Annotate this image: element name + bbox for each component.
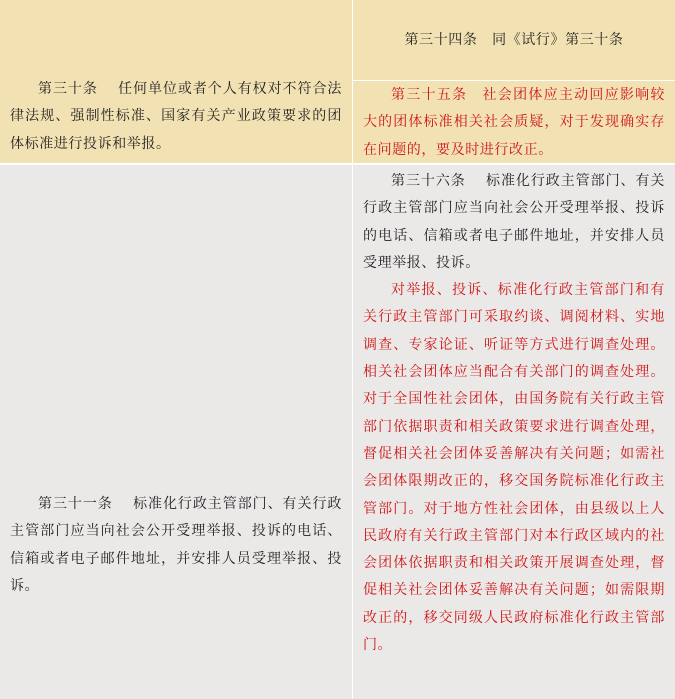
article-34-text: 第三十四条 同《试行》第三十条 [404,32,624,48]
article-36-paragraph-2: 对举报、投诉、标准化行政主管部门和有关行政主管部门可采取约谈、调阅材料、实地调查、专家论证、听证等方式进行调查处理。相关社会团体应当配合有关部门的调查处理。对于全国性社会团体，由国务院有关行政主管部门依据职责和相关政策要求进行调查处理，督促相关社会团体妥善解决有关问题；如需社会团体限期改正的，移交国务院标准化行政主管部门。对于地方性社会团体，由县级以上人民政府有关行政主管部门对本行政区域内的社会团体依据职责和相关政策开展调查处理，督促相关社会团体妥善解决有关问题；如需限期改正的，移交同级人民政府标准化行政主管部门。 [363,282,665,654]
row-divider-right [353,80,675,81]
cell-article-30-trial [0,0,352,163]
article-30-text: 第三十条 任何单位或者个人有权对不符合法律法规、强制性标准、国家有关产业政策要求的团体标准进行投诉和举报。 [10,81,342,152]
row-divider [0,163,675,165]
cell-article-34-header [353,0,675,80]
article-36-paragraph-1: 第三十六条 标准化行政主管部门、有关行政主管部门应当向社会公开受理举报、投诉的电话、信箱或者电子邮件地址，并安排人员受理举报、投诉。 [363,173,665,271]
cell-article-36 [353,165,675,699]
article-31-text: 第三十一条 标准化行政主管部门、有关行政主管部门应当向社会公开受理举报、投诉的电话、信箱或者电子邮件地址，并安排人员受理举报、投诉。 [10,496,342,594]
cell-article-31-trial [0,165,352,699]
article-35-text: 第三十五条 社会团体应主动回应影响较大的团体标准相关社会质疑，对于发现确实存在问题的，要及时进行改正。 [363,87,665,158]
column-divider [352,0,353,699]
cell-article-35 [353,81,675,163]
